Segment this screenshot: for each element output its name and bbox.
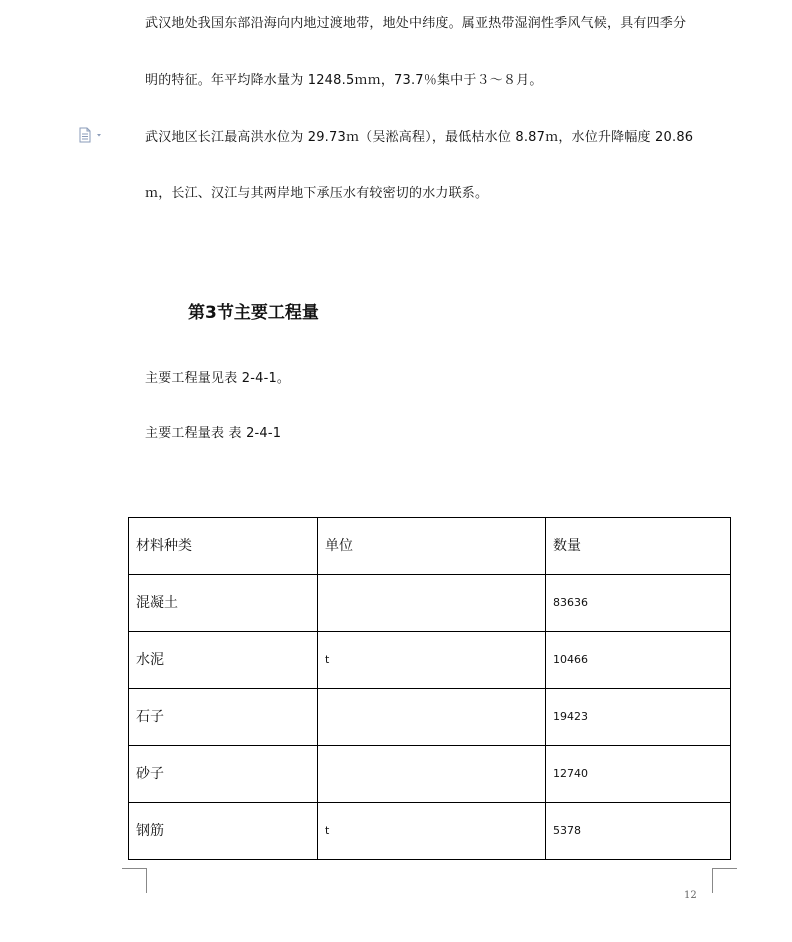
material-cell: 混凝土 — [129, 575, 318, 632]
chevron-down-icon — [97, 134, 101, 137]
unit-cell — [318, 746, 546, 803]
material-cell: 砂子 — [129, 746, 318, 803]
material-cell: 水泥 — [129, 632, 318, 689]
page-number: 12 — [684, 890, 697, 901]
header-unit: 单位 — [318, 518, 546, 575]
table-row — [129, 803, 731, 860]
table-row — [129, 575, 731, 632]
water-level-paragraph-line-1: 武汉地区长江最高洪水位为 29.73ｍ（吴淞高程），最低枯水位 8.87ｍ，水位升降幅度 20.86 — [145, 130, 694, 145]
quantity-cell: 12740 — [546, 746, 731, 803]
paragraph-menu-button[interactable] — [79, 127, 105, 143]
unit-cell — [318, 575, 546, 632]
margin-corner-mark-right — [712, 868, 737, 893]
quantity-cell: 19423 — [546, 689, 731, 746]
table-header-row — [129, 518, 731, 575]
climate-paragraph-line-1: 武汉地处我国东部沿海向内地过渡地带，地处中纬度。属亚热带湿润性季风气候，具有四季分 — [145, 16, 687, 31]
header-material: 材料种类 — [129, 518, 318, 575]
climate-paragraph-line-2: 明的特征。年平均降水量为 1248.5ｍｍ，73.7％集中于３～８月。 — [145, 73, 543, 88]
section-heading: 第3节主要工程量 — [188, 303, 319, 323]
quantity-cell: 83636 — [546, 575, 731, 632]
table-row — [129, 632, 731, 689]
table-reference-text: 主要工程量见表 2-4-1。 — [145, 371, 291, 386]
unit-cell: t — [318, 632, 546, 689]
material-cell: 石子 — [129, 689, 318, 746]
unit-cell: t — [318, 803, 546, 860]
quantity-cell: 10466 — [546, 632, 731, 689]
quantities-table — [128, 517, 731, 860]
margin-corner-mark-left — [122, 868, 147, 893]
water-level-paragraph-line-2: ｍ，长江、汉江与其两岸地下承压水有较密切的水力联系。 — [145, 186, 489, 201]
quantity-cell: 5378 — [546, 803, 731, 860]
unit-cell — [318, 689, 546, 746]
table-row — [129, 746, 731, 803]
table-caption: 主要工程量表 表 2-4-1 — [145, 426, 282, 441]
material-cell: 钢筋 — [129, 803, 318, 860]
header-quantity: 数量 — [546, 518, 731, 575]
table-row — [129, 689, 731, 746]
document-icon — [79, 127, 105, 143]
